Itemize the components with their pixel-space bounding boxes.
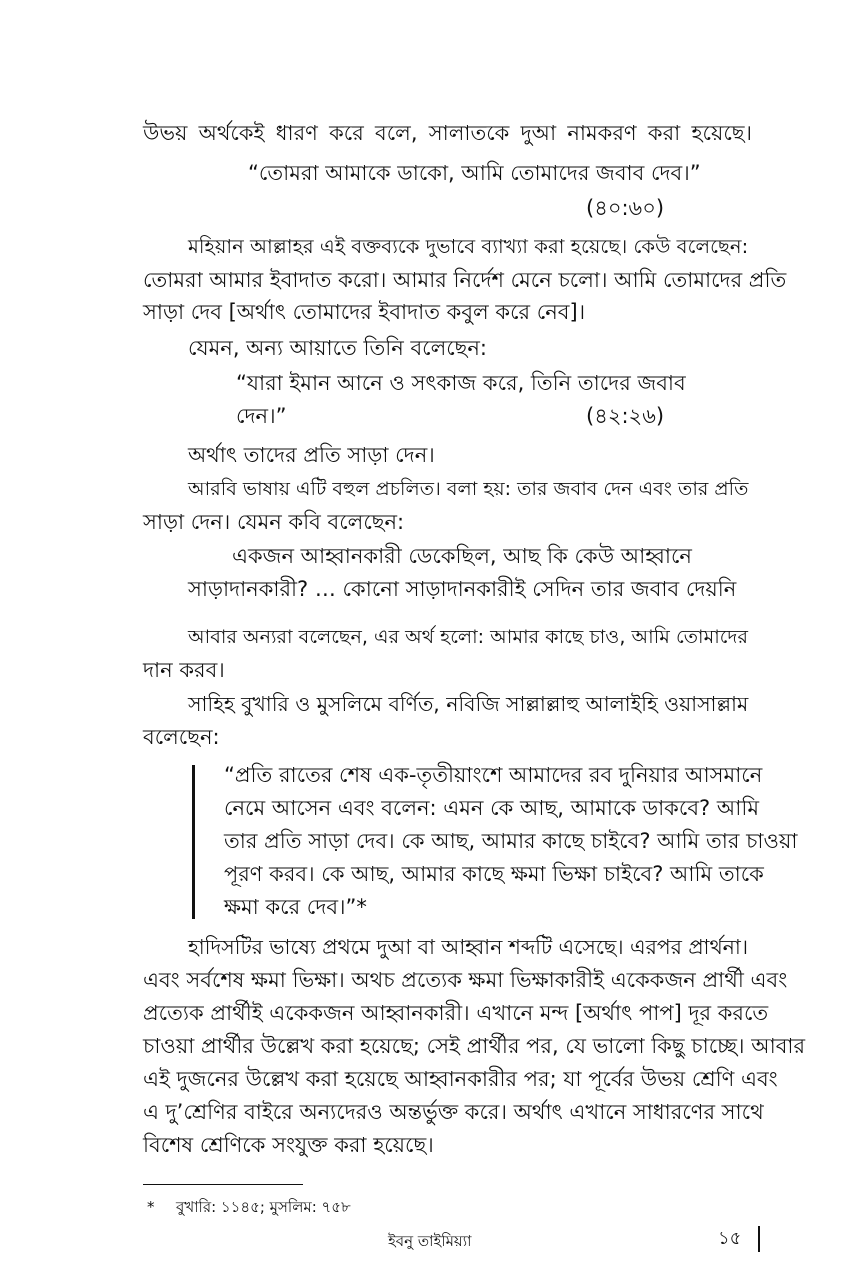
quran-quote-line: “যারা ইমান আনে ও সৎকাজ করে, তিনি তাদের জবাব <box>236 371 686 395</box>
text-line: সাড়া দেব [অর্থাৎ তোমাদের ইবাদাত কবুল করে নেব]। <box>143 300 586 324</box>
hadith-quote-line: “প্রতি রাতের শেষ এক-তৃতীয়াংশে আমাদের রব দুনিয়ার আসমানে <box>224 763 763 787</box>
page-number: ১৫ <box>718 1228 742 1249</box>
text-line: সাহিহ বুখারি ও মুসলিমে বর্ণিত, নবিজি সাল্লাল্লাহু আলাইহি ওয়াসাল্লাম <box>188 692 749 716</box>
text-line: অর্থাৎ তাদের প্রতি সাড়া দেন। <box>188 443 435 467</box>
text-line: এই দুজনের উল্লেখ করা হয়েছে আহ্বানকারীর পর; যা পূর্বের উভয় শ্রেণি এবং <box>143 1067 778 1091</box>
hadith-quote-bar <box>192 765 195 919</box>
text-line: আরবি ভাষায় এটি বহুল প্রচলিত। বলা হয়: তার জবাব দেন এবং তার প্রতি <box>188 478 749 500</box>
running-footer-title: ইবনু তাইমিয়্যা <box>388 1232 472 1250</box>
text-line: সাড়া দেন। যেমন কবি বলেছেন: <box>143 510 405 534</box>
text-line: এবং সর্বশেষ ক্ষমা ভিক্ষা। অথচ প্রত্যেক ক্ষমা ভিক্ষাকারীই একেকজন প্রার্থী এবং <box>143 968 788 992</box>
footnote-divider <box>143 1184 303 1185</box>
hadith-quote-line: পূরণ করব। কে আছ, আমার কাছে ক্ষমা ভিক্ষা চাইবে? আমি তাকে <box>224 862 764 886</box>
text-line: তোমরা আমার ইবাদাত করো। আমার নির্দেশ মেনে চলো। আমি তোমাদের প্রতি <box>143 268 787 292</box>
text-line: দান করব। <box>143 658 225 682</box>
text-line: হাদিসটির ভাষ্যে প্রথমে দুআ বা আহ্বান শব্দটি এসেছে। এরপর প্রার্থনা। <box>188 935 749 959</box>
text-line: প্রত্যেক প্রার্থীই একেকজন আহ্বানকারী। এখানে মন্দ [অর্থাৎ পাপ] দূর করতে <box>143 1001 769 1025</box>
hadith-quote-line: তার প্রতি সাড়া দেব। কে আছ, আমার কাছে চাইবে? আমি তার চাওয়া <box>224 829 798 853</box>
footnote-text: বুখারি: ১১৪৫; মুসলিম: ৭৫৮ <box>176 1198 351 1216</box>
text-line: এ দু’শ্রেণির বাইরে অন্যদেরও অন্তর্ভুক্ত করে। অর্থাৎ এখানে সাধারণের সাথে <box>143 1100 764 1124</box>
hadith-quote-line: ক্ষমা করে দেব।”* <box>224 895 367 919</box>
quran-quote-line: দেন।” <box>236 404 287 428</box>
quran-quote-line: “তোমরা আমাকে ডাকো, আমি তোমাদের জবাব দেব।” <box>248 161 701 185</box>
text-line: মহিয়ান আল্লাহর এই বক্তব্যকে দুভাবে ব্যাখ্যা করা হয়েছে। কেউ বলেছেন: <box>188 235 749 258</box>
text-line: যেমন, অন্য আয়াতে তিনি বলেছেন: <box>188 336 488 360</box>
text-line: বিশেষ শ্রেণিকে সংযুক্ত করা হয়েছে। <box>143 1133 434 1157</box>
hadith-quote-line: নেমে আসেন এবং বলেন: এমন কে আছ, আমাকে ডাকবে? আমি <box>224 796 759 820</box>
poem-line: একজন আহ্বানকারী ডেকেছিল, আছ কি কেউ আহ্বানে <box>232 544 692 568</box>
quran-reference: (৪২:২৬) <box>586 404 665 428</box>
footnote-marker: * <box>147 1198 155 1216</box>
page-number-bar <box>758 1226 760 1252</box>
text-line: উভয় অর্থকেই ধারণ করে বলে, সালাতকে দুআ নামকরণ করা হয়েছে। <box>143 121 752 145</box>
text-line: আবার অন্যরা বলেছেন, এর অর্থ হলো: আমার কাছে চাও, আমি তোমাদের <box>188 625 748 648</box>
poem-line: সাড়াদানকারী? … কোনো সাড়াদানকারীই সেদিন তার জবাব দেয়নি <box>188 577 737 601</box>
text-line: চাওয়া প্রার্থীর উল্লেখ করা হয়েছে; সেই প্রার্থীর পর, যে ভালো কিছু চাচ্ছে। আবার <box>143 1034 806 1058</box>
text-line: বলেছেন: <box>143 725 220 749</box>
quran-reference: (৪০:৬০) <box>586 196 665 220</box>
